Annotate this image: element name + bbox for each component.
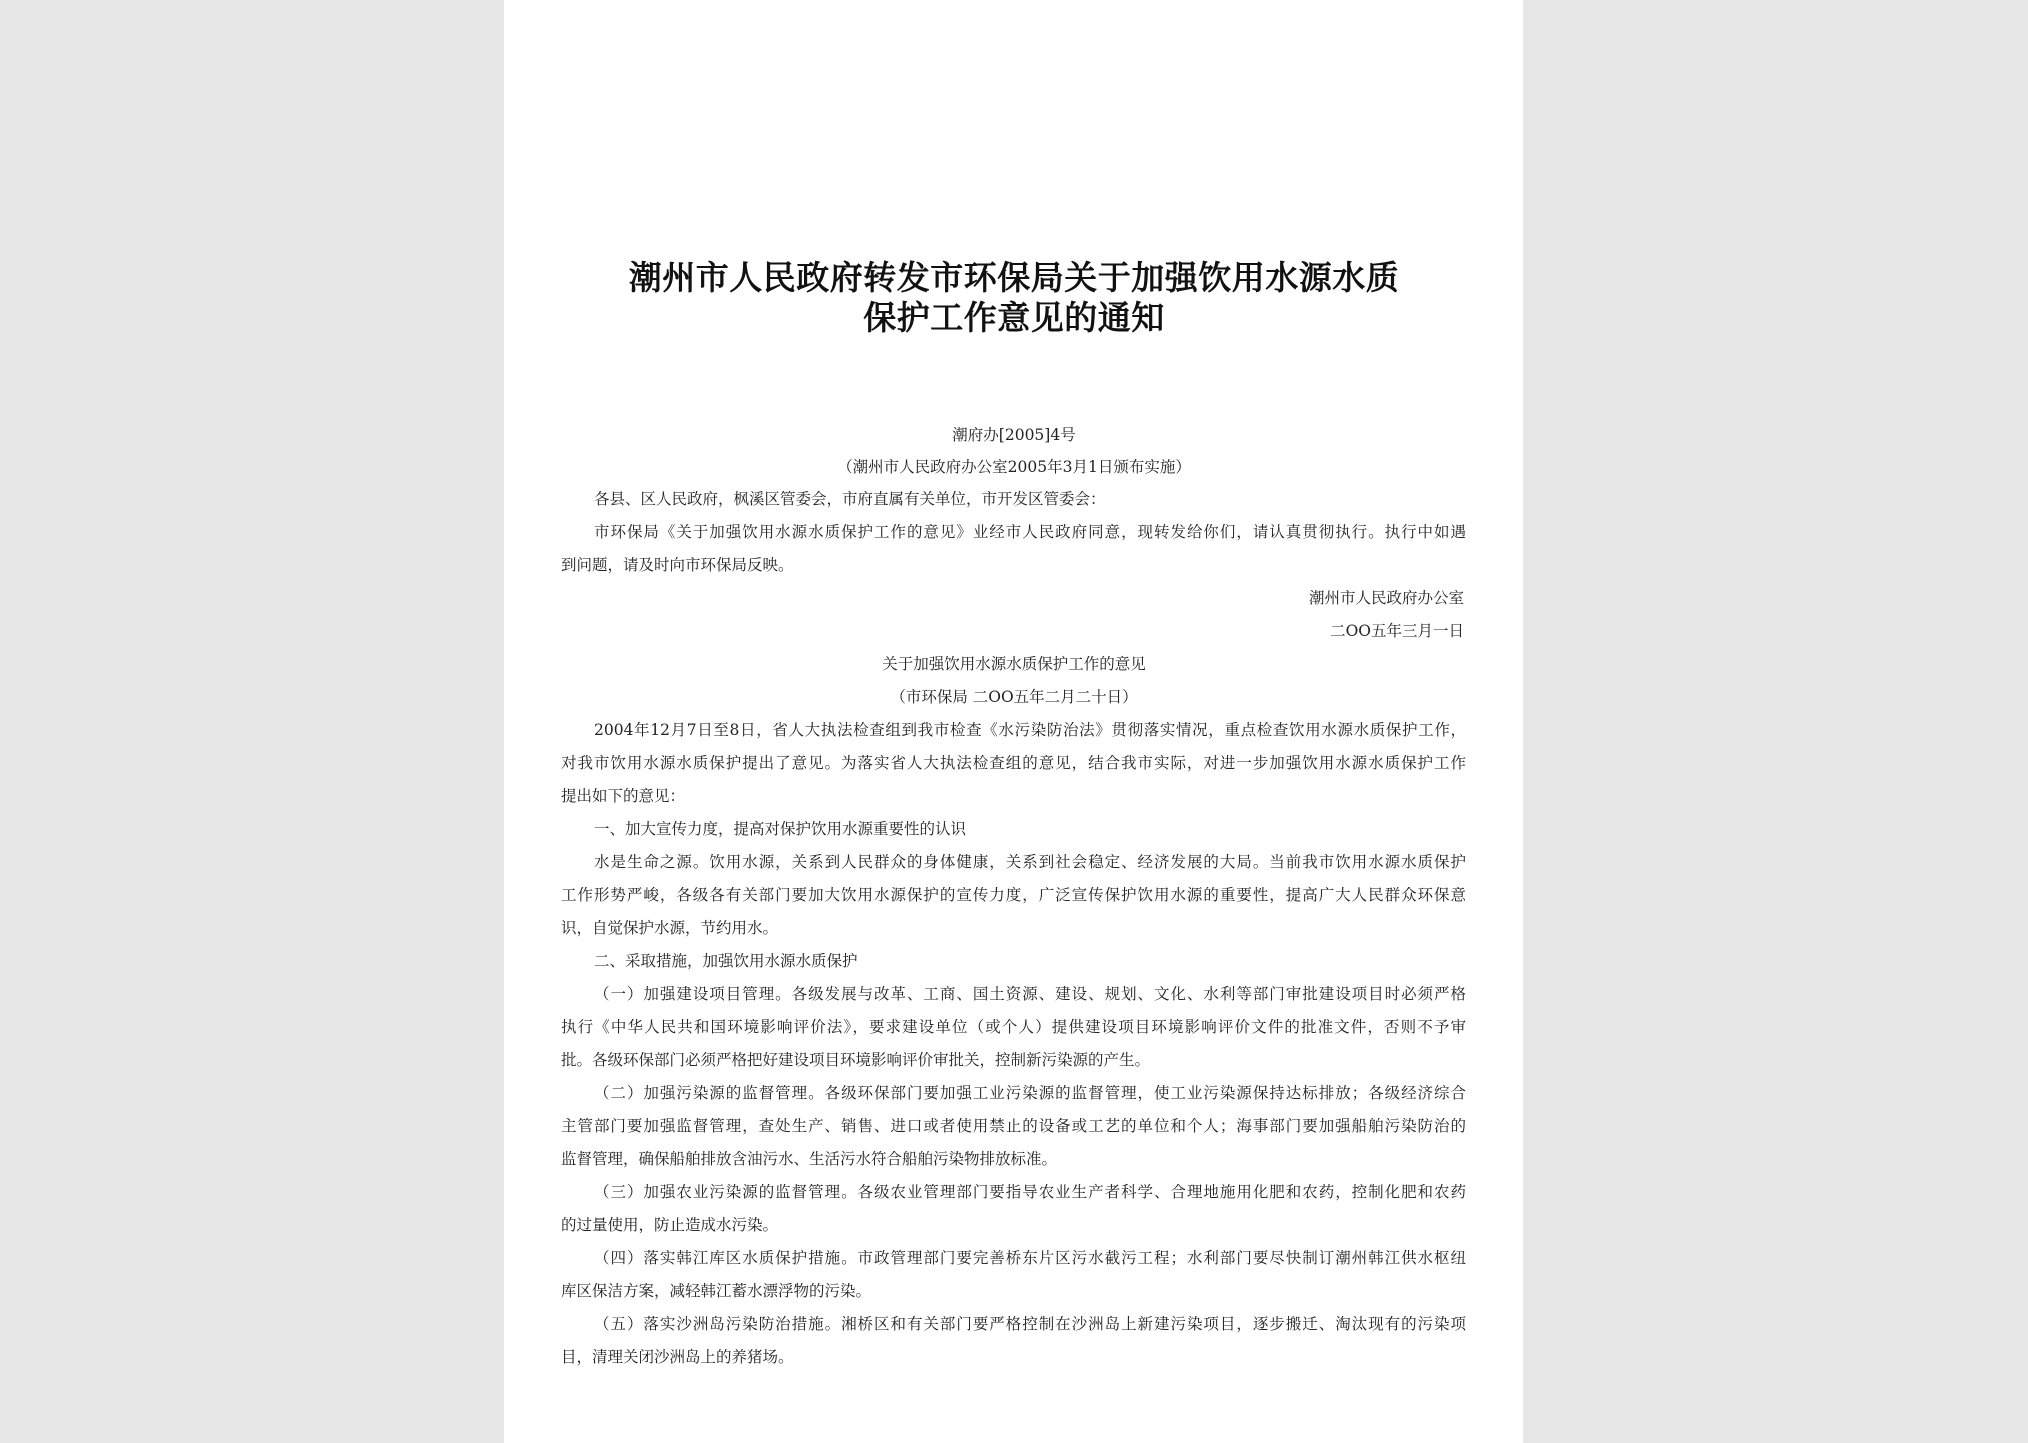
heading-2: 二、采取措施，加强饮用水源水质保护	[594, 952, 858, 970]
document-title	[564, 258, 1464, 338]
paragraph-7-line-2: 目，清理关闭沙洲岛上的养猪场。	[561, 1348, 794, 1366]
paragraph-4-line-2: 主管部门要加强监督管理，查处生产、销售、进口或者使用禁止的设备或工艺的单位和个人；海事部门要加强船舶污染防治的	[561, 1117, 1466, 1135]
title-line-1: 潮州市人民政府转发市环保局关于加强饮用水源水质	[628, 258, 1400, 297]
title-line-2: 保护工作意见的通知	[863, 298, 1165, 337]
paragraph-7-line-1: （五）落实沙洲岛污染防治措施。湘桥区和有关部门要严格控制在沙洲岛上新建污染项目，逐步搬迁、淘汰现有的污染项	[594, 1315, 1466, 1333]
signature-org: 潮州市人民政府办公室	[1308, 589, 1464, 607]
document-page	[504, 0, 1523, 1443]
heading-1: 一、加大宣传力度，提高对保护饮用水源重要性的认识	[594, 820, 967, 838]
paragraph-4-line-1: （二）加强污染源的监督管理。各级环保部门要加强工业污染源的监督管理，使工业污染源保持达标排放；各级经济综合	[594, 1084, 1466, 1102]
paragraph-1-line-3: 提出如下的意见：	[561, 787, 686, 805]
paragraph-5-line-1: （三）加强农业污染源的监督管理。各级农业管理部门要指导农业生产者科学、合理地施用化肥和农药，控制化肥和农药	[594, 1183, 1466, 1201]
paragraph-3-line-3: 批。各级环保部门必须严格把好建设项目环境影响评价审批关，控制新污染源的产生。	[561, 1051, 1151, 1069]
addressee: 各县、区人民政府，枫溪区管委会，市府直属有关单位，市开发区管委会：	[594, 490, 1106, 508]
signature-date: 二OO五年三月一日	[1330, 622, 1464, 640]
paragraph-5-line-2: 的过量使用，防止造成水污染。	[561, 1216, 779, 1234]
opinion-title: 关于加强饮用水源水质保护工作的意见	[882, 655, 1146, 673]
paragraph-1-line-2: 对我市饮用水源水质保护提出了意见。为落实省人大执法检查组的意见，结合我市实际，对进一步加强饮用水源水质保护工作	[561, 754, 1466, 772]
doc-number: 潮府办[2005]4号	[952, 426, 1076, 444]
paragraph-2-line-1: 水是生命之源。饮用水源，关系到人民群众的身体健康，关系到社会稳定、经济发展的大局。当前我市饮用水源水质保护	[594, 853, 1466, 871]
issued-note: （潮州市人民政府办公室2005年3月1日颁布实施）	[837, 458, 1191, 476]
paragraph-3-line-1: （一）加强建设项目管理。各级发展与改革、工商、国土资源、建设、规划、文化、水利等部门审批建设项目时必须严格	[594, 985, 1466, 1003]
paragraph-3-line-2: 执行《中华人民共和国环境影响评价法》，要求建设单位（或个人）提供建设项目环境影响评价文件的批准文件，否则不予审	[561, 1018, 1466, 1036]
intro-line-1: 市环保局《关于加强饮用水源水质保护工作的意见》业经市人民政府同意，现转发给你们，请认真贯彻执行。执行中如遇	[594, 523, 1466, 541]
intro-line-2: 到问题，请及时向市环保局反映。	[561, 556, 794, 574]
paragraph-2-line-2: 工作形势严峻，各级各有关部门要加大饮用水源保护的宣传力度，广泛宣传保护饮用水源的重要性，提高广大人民群众环保意	[561, 886, 1466, 904]
paragraph-6-line-2: 库区保洁方案，减轻韩江蓄水漂浮物的污染。	[561, 1282, 872, 1300]
paragraph-2-line-3: 识，自觉保护水源，节约用水。	[561, 919, 779, 937]
paragraph-4-line-3: 监督管理，确保船舶排放含油污水、生活污水符合船舶污染物排放标准。	[561, 1150, 1058, 1168]
paragraph-6-line-1: （四）落实韩江库区水质保护措施。市政管理部门要完善桥东片区污水截污工程；水利部门要尽快制订潮州韩江供水枢纽	[594, 1249, 1466, 1267]
opinion-issuer: （市环保局 二OO五年二月二十日）	[890, 688, 1138, 706]
paragraph-1-line-1: 2004年12月7日至8日，省人大执法检查组到我市检查《水污染防治法》贯彻落实情况，重点检查饮用水源水质保护工作，	[594, 721, 1466, 739]
